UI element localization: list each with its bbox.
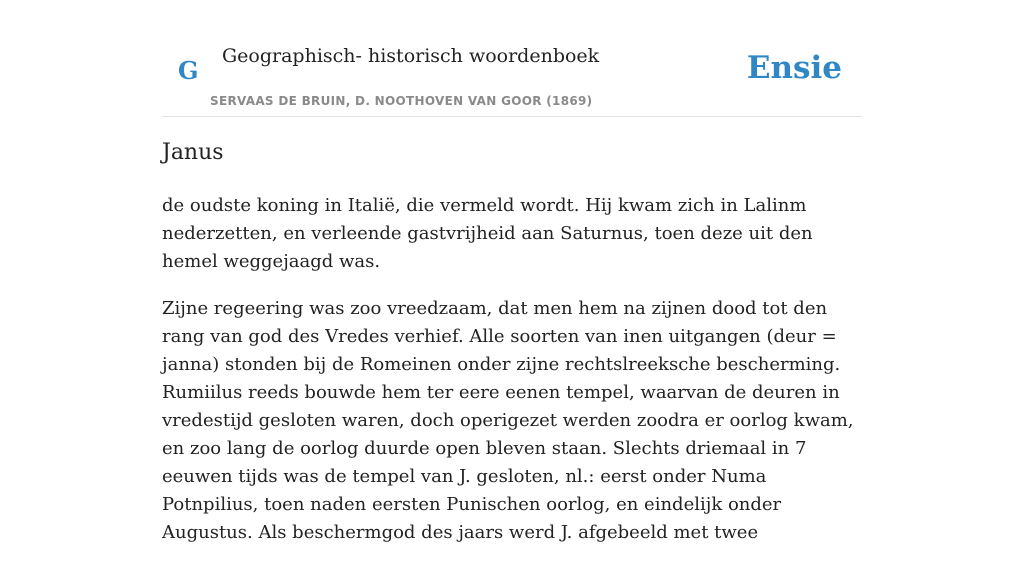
entry-paragraph: Zijne regeering was zoo vreedzaam, dat men hem na zijnen dood tot den rang van god des Vredes verhief. Alle soorten van inen uitgangen (deur = janna) stonden bij de Romeinen onder zijne rechtslreeksche bescherming. Rumiilus reeds bouwde hem ter eere eenen tempel, waarvan de deuren in vredestijd gesloten waren, doch operigezet werden zoodra er oorlog kwam, en zoo lang de oorlog duurde open bleven staan. Slechts driemaal in 7 eeuwen tijds was de tempel van J. gesloten, nl.: eerst onder Numa Potnpilius, toen naden eersten Punischen oorlog, en eindelijk onder Augustus. Als beschermgod des jaars werd J. afgebeeld met twee xyxy=(162,298,854,543)
entry-body xyxy=(162,192,862,566)
page xyxy=(162,0,862,543)
entry-paragraph: de oudste koning in Italië, die vermeld wordt. Hij kwam zich in Lalinm nederzetten, en verleende gastvrijheid aan Saturnus, toen deze uit den hemel weggejaagd was. xyxy=(162,195,813,272)
book-badge-icon[interactable]: G xyxy=(178,56,199,85)
book-title[interactable]: Geographisch- historisch woordenboek xyxy=(222,45,600,67)
entry-title: Janus xyxy=(162,140,224,165)
site-logo[interactable]: Ensie xyxy=(746,50,842,86)
header xyxy=(162,0,862,117)
book-authors: SERVAAS DE BRUIN, D. NOOTHOVEN VAN GOOR (1869) xyxy=(210,94,593,108)
